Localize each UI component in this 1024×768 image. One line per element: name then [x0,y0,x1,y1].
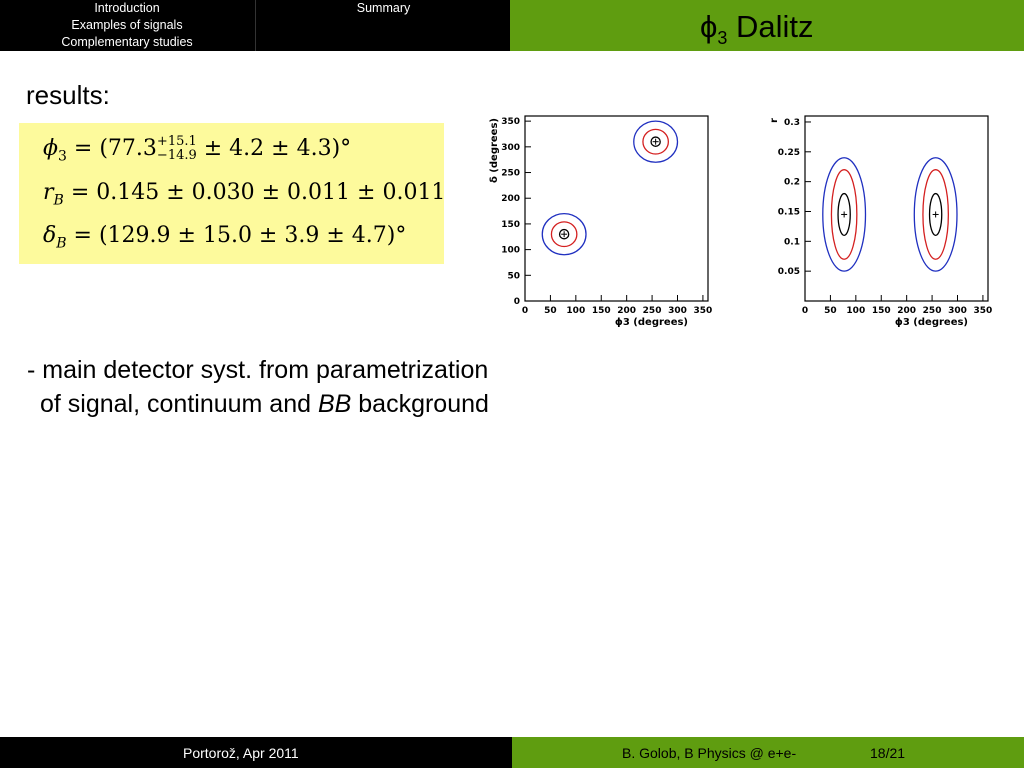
x-tick-label: 300 [948,306,967,316]
y-tick-label: 100 [501,245,520,256]
x-tick-label: 50 [544,306,557,316]
bullet-line-2-em: BB [317,390,352,418]
phi3-rest: ± 4.2 ± 4.3)° [196,136,352,161]
y-tick-label: 0.1 [784,237,800,248]
footer-location: Portorož, Apr 2011 [183,745,299,761]
y-tick-label: 0.25 [777,147,800,158]
nav-link-examples-of-signals[interactable]: Examples of signals [71,18,183,32]
x-tick-label: 0 [521,306,529,316]
bullet-systematics [27,353,489,421]
phi3-subscript: 3 [58,148,67,165]
y-axis-label: δ (degrees) [489,118,500,184]
top-navigation [0,0,510,51]
slide-title [700,9,814,49]
formula-phi3 [43,135,351,164]
y-axis-label: r [769,118,780,123]
rb-rest: = 0.145 ± 0.030 ± 0.011 ± 0.011 [63,180,446,205]
footer-right [512,737,1024,768]
y-tick-label: 0.3 [784,117,800,128]
contour-plot-phi3-delta [483,108,723,333]
x-tick-label: 200 [617,306,637,316]
x-tick-label: 100 [566,306,586,316]
bullet-line-1: - main detector syst. from parametrization [27,356,489,384]
x-tick-label: 250 [642,306,662,316]
results-label: results: [26,80,110,110]
x-tick-label: 200 [897,306,917,316]
x-tick-label: 250 [922,306,942,316]
deltab-subscript: B [56,235,67,252]
nav-link-introduction[interactable]: Introduction [94,1,160,15]
formula-deltab [43,223,406,251]
phi3-error-up: +15.1 [156,134,197,149]
title-symbol: ϕ [700,9,718,44]
y-tick-label: 0.15 [777,207,800,218]
nav-summary-column [255,0,511,51]
x-tick-label: 300 [668,306,687,316]
x-tick-label: 0 [801,306,809,316]
deltab-symbol: δ [43,223,57,248]
y-tick-label: 250 [501,168,520,179]
nav-link-complementary-studies[interactable]: Complementary studies [61,35,193,49]
y-tick-label: 150 [501,219,520,230]
plot-frame [525,116,708,301]
nav-sections [0,0,254,51]
contour-plot-phi3-r [763,108,1003,333]
deltab-rest: = (129.9 ± 15.0 ± 3.9 ± 4.7)° [66,223,407,248]
bullet-line-2-post: background [351,390,489,418]
title-subscript: 3 [717,28,728,49]
x-tick-label: 150 [591,306,611,316]
x-axis-label: ϕ3 (degrees) [614,317,688,328]
y-tick-label: 0.05 [777,267,800,278]
phi3-symbol: ϕ [43,136,58,161]
x-tick-label: 50 [824,306,837,316]
formula-rb [43,180,445,208]
title-text: Dalitz [727,9,814,44]
y-tick-label: 300 [501,142,520,153]
phi3-asym-error [157,135,197,163]
footer-left [0,737,512,768]
x-axis-label: ϕ3 (degrees) [894,317,968,328]
phi3-error-down: −14.9 [156,148,197,163]
bullet-line-2-pre: of signal, continuum and [40,390,318,418]
x-tick-label: 150 [871,306,891,316]
x-tick-label: 350 [973,306,993,316]
rb-symbol: r [43,180,54,205]
x-tick-label: 350 [693,306,713,316]
y-tick-label: 200 [501,194,520,205]
x-tick-label: 100 [846,306,866,316]
y-tick-label: 350 [501,117,520,128]
rb-subscript: B [53,192,64,209]
title-bar [510,0,1024,51]
results-formula-box [19,123,444,264]
bullet-line-2 [27,387,489,421]
y-tick-label: 50 [507,271,520,282]
footer-page-number: 18/21 [870,745,906,761]
y-tick-label: 0.2 [784,177,800,188]
footer-author: B. Golob, B Physics @ e+e- [622,745,797,761]
phi3-eq: = (77.3 [66,136,157,161]
plot-frame [805,116,988,301]
y-tick-label: 0 [513,297,520,307]
nav-link-summary[interactable]: Summary [356,1,411,15]
